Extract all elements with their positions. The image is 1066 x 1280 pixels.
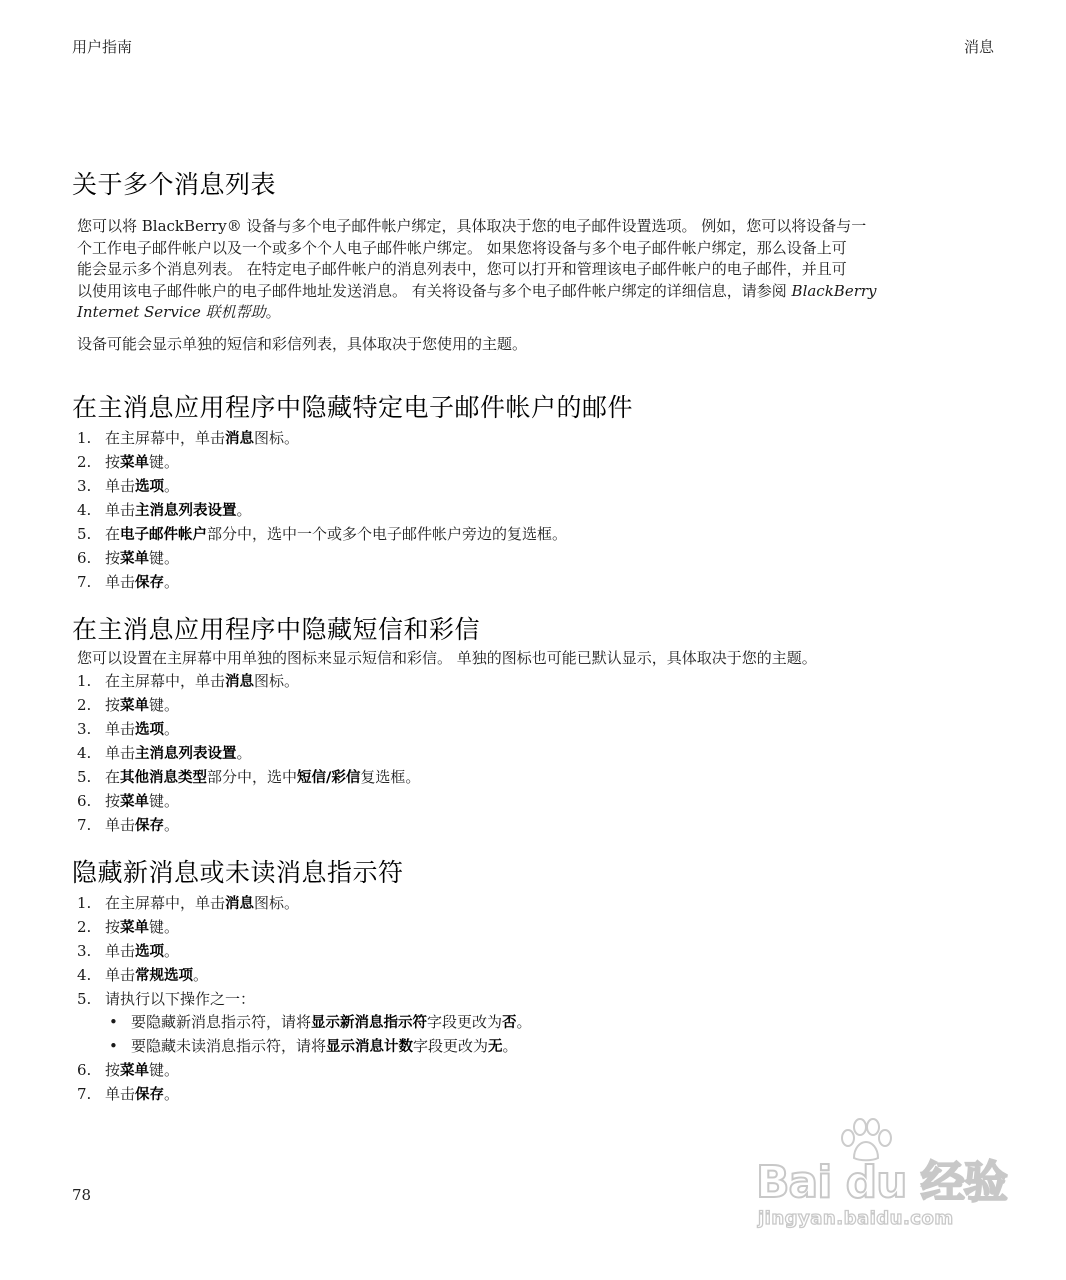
list-item: 2. 按菜单键。 — [77, 696, 180, 714]
list-item: 7. 单击保存。 — [77, 573, 180, 591]
list-item: 5. 在其他消息类型部分中，选中短信/彩信复选框。 — [77, 768, 421, 786]
list-item: 2. 按菜单键。 — [77, 918, 180, 936]
running-header-left: 用户指南 — [72, 38, 133, 56]
section-title-hide-sms-mms: 在主消息应用程序中隐藏短信和彩信 — [72, 615, 481, 644]
section-title-hide-indicators: 隐藏新消息或未读消息指示符 — [72, 858, 404, 887]
bullet-item: • 要隐藏新消息指示符，请将显示新消息指示符字段更改为否。 — [105, 1011, 997, 1035]
list-item: 6. 按菜单键。 — [77, 549, 180, 567]
para1-line-3: 能会显示多个消息列表。 在特定电子邮件帐户的消息列表中，您可以打开和管理该电子邮件帐户的电子邮件，并且可 — [77, 260, 847, 278]
list-item: 3. 单击选项。 — [77, 477, 180, 495]
list-item: 3. 单击选项。 — [77, 720, 180, 738]
section3-steps — [72, 670, 997, 838]
list-item: 5. 在电子邮件帐户部分中，选中一个或多个电子邮件帐户旁边的复选框。 — [77, 525, 568, 543]
section1-paragraph-2: 设备可能会显示单独的短信和彩信列表，具体取决于您使用的主题。 — [77, 334, 528, 353]
list-item: 5. 请执行以下操作之一： • 要隐藏新消息指示符，请将显示新消息指示符字段更改为否。 • 要隐藏未读消息指示符，请将显示消息计数字段更改为无。 — [72, 988, 997, 1059]
baidu-watermark — [748, 1118, 1008, 1238]
bullet-item: • 要隐藏未读消息指示符，请将显示消息计数字段更改为无。 — [105, 1035, 997, 1059]
list-item: 4. 单击主消息列表设置。 — [77, 744, 252, 762]
list-item: 6. 按菜单键。 — [77, 792, 180, 810]
list-item: 7. 单击保存。 — [77, 1085, 180, 1103]
page-number: 78 — [72, 1186, 92, 1204]
running-header-right: 消息 — [963, 38, 994, 56]
list-item: 3. 单击选项。 — [77, 942, 180, 960]
watermark-brand: Bai du 经验 — [756, 1157, 1007, 1208]
para1-line-1: 您可以将 BlackBerry® 设备与多个电子邮件帐户绑定，具体取决于您的电子邮件设置选项。 例如，您可以将设备与一 — [77, 217, 867, 235]
para1-italic-ref-b: Internet Service 联机帮助 — [77, 303, 266, 321]
section1-paragraph-1 — [77, 216, 997, 324]
section4-steps — [72, 892, 997, 1107]
section3-paragraph: 您可以设置在主屏幕中用单独的图标来显示短信和彩信。 单独的图标也可能已默认显示，具体取决于您的主题。 — [77, 649, 817, 667]
sub-bullets — [105, 1011, 997, 1059]
para1-line-2: 个工作电子邮件帐户以及一个或多个个人电子邮件帐户绑定。 如果您将设备与多个电子邮件帐户绑定，那么设备上可 — [77, 238, 847, 257]
list-item: 1. 在主屏幕中，单击消息图标。 — [77, 672, 300, 690]
list-item: 4. 单击主消息列表设置。 — [77, 501, 252, 519]
para1-line-4: 以使用该电子邮件帐户的电子邮件地址发送消息。 有关将设备与多个电子邮件帐户绑定的详细信息，请参阅 — [77, 281, 792, 300]
list-item: 7. 单击保存。 — [77, 816, 180, 834]
list-item: 4. 单击常规选项。 — [77, 966, 209, 984]
section-title-multiple-message-lists: 关于多个消息列表 — [72, 170, 277, 199]
para1-end: 。 — [265, 303, 281, 321]
page-content — [72, 168, 997, 1107]
section-title-hide-email-account: 在主消息应用程序中隐藏特定电子邮件帐户的邮件 — [72, 393, 634, 422]
watermark-url: jingyan.baidu.com — [758, 1208, 954, 1229]
list-item: 2. 按菜单键。 — [77, 453, 180, 471]
list-item: 1. 在主屏幕中，单击消息图标。 — [77, 429, 300, 447]
list-item: 6. 按菜单键。 — [77, 1061, 180, 1079]
list-item: 1. 在主屏幕中，单击消息图标。 — [77, 894, 300, 912]
para1-italic-ref-a: BlackBerry — [791, 281, 877, 300]
section2-steps — [72, 427, 997, 595]
